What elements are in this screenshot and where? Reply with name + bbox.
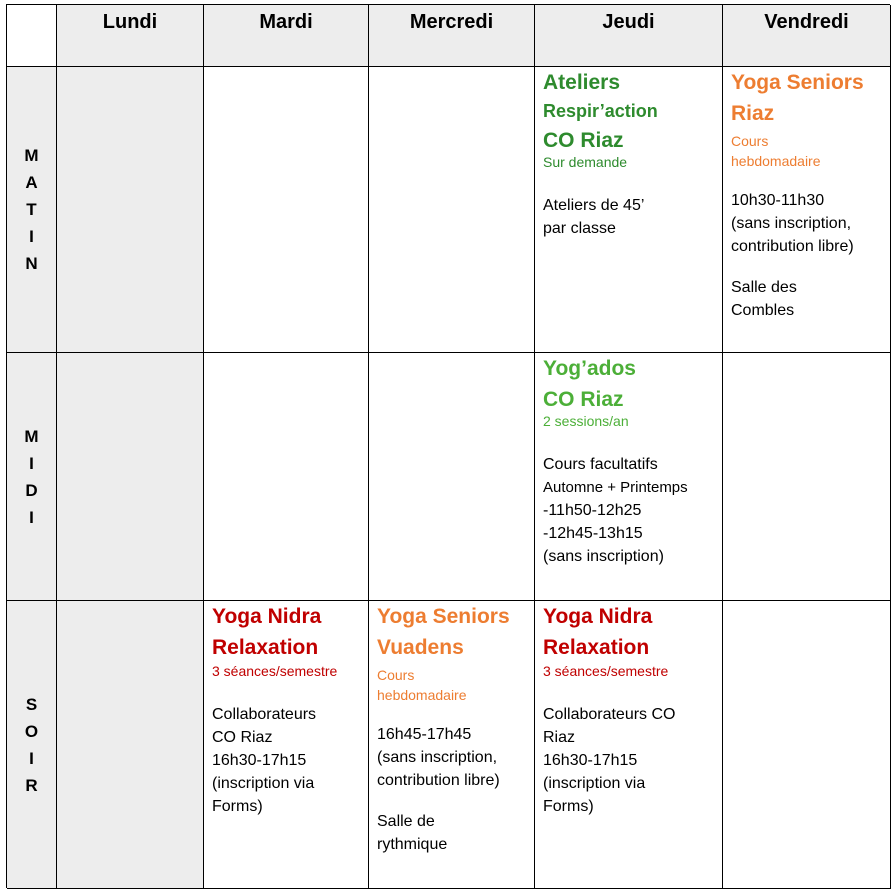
cell-midi-mardi bbox=[204, 353, 369, 601]
event-location: Combles bbox=[731, 302, 795, 319]
event-title: Yog’ados bbox=[543, 357, 636, 380]
event-detail: Collaborateurs CO bbox=[543, 706, 676, 723]
event-location: Salle des bbox=[731, 279, 797, 296]
cell-matin-lundi bbox=[57, 67, 204, 353]
cell-soir-vendredi bbox=[723, 601, 891, 889]
event-title: Yoga Seniors bbox=[731, 71, 864, 94]
event-detail: contribution libre) bbox=[731, 238, 854, 255]
period-letter: S bbox=[25, 694, 38, 714]
period-letter: I bbox=[29, 507, 34, 527]
cell-soir-lundi bbox=[57, 601, 204, 889]
cell-soir-mercredi bbox=[369, 601, 535, 889]
event-frequency: 3 séances/semestre bbox=[543, 663, 669, 679]
header-vendredi: Vendredi bbox=[723, 5, 891, 67]
event-detail: (inscription via bbox=[543, 775, 646, 792]
event-detail: Ateliers de 45’ bbox=[543, 197, 645, 214]
event-detail: Collaborateurs bbox=[212, 706, 317, 723]
event-title: Respir’action bbox=[543, 101, 658, 121]
event-detail: (sans inscription, bbox=[377, 749, 498, 766]
event-frequency: Sur demande bbox=[543, 154, 628, 170]
event-title: Riaz bbox=[731, 102, 775, 125]
cell-midi-lundi bbox=[57, 353, 204, 601]
event-detail: Forms) bbox=[543, 798, 594, 815]
period-letter: O bbox=[24, 721, 39, 741]
event-time: 16h45-17h45 bbox=[377, 726, 472, 743]
period-letter: A bbox=[25, 173, 38, 192]
event-detail: 10h30-11h30 bbox=[731, 192, 825, 209]
event-title: Relaxation bbox=[543, 636, 650, 659]
cell-matin-mercredi bbox=[369, 67, 535, 353]
header-mercredi: Mercredi bbox=[369, 5, 535, 67]
period-label-midi bbox=[7, 353, 57, 601]
period-letter: I bbox=[29, 453, 34, 473]
event-title: Vuadens bbox=[377, 636, 464, 659]
event-detail: Automne + Printemps bbox=[543, 479, 688, 496]
event-title: CO Riaz bbox=[543, 388, 624, 411]
header-lundi: Lundi bbox=[57, 5, 204, 67]
period-letter: M bbox=[24, 146, 39, 165]
event-title: Relaxation bbox=[212, 636, 319, 659]
period-letter: D bbox=[25, 480, 38, 500]
cell-soir-jeudi bbox=[535, 601, 723, 889]
event-frequency: Cours bbox=[731, 133, 769, 149]
cell-matin-jeudi bbox=[535, 67, 723, 353]
event-time: -11h50-12h25 bbox=[543, 502, 642, 519]
period-letter: R bbox=[25, 775, 38, 795]
cell-soir-mardi bbox=[204, 601, 369, 889]
event-frequency: hebdomadaire bbox=[377, 687, 467, 703]
event-detail: Cours facultatifs bbox=[543, 456, 658, 473]
event-title: Yoga Nidra bbox=[543, 605, 653, 628]
event-time: 16h30-17h15 bbox=[212, 752, 307, 769]
schedule-table bbox=[6, 4, 890, 888]
event-detail: Forms) bbox=[212, 798, 263, 815]
event-detail: Riaz bbox=[543, 729, 576, 746]
event-detail: par classe bbox=[543, 220, 616, 237]
event-location: rythmique bbox=[377, 836, 448, 853]
event-location: Salle de bbox=[377, 813, 435, 830]
event-title: Yoga Nidra bbox=[212, 605, 322, 628]
period-letter: M bbox=[24, 426, 39, 446]
event-detail: (sans inscription) bbox=[543, 548, 664, 565]
period-label-soir bbox=[7, 601, 57, 889]
event-detail: contribution libre) bbox=[377, 772, 500, 789]
period-letter: N bbox=[25, 254, 38, 273]
cell-matin-vendredi bbox=[723, 67, 891, 353]
event-detail: CO Riaz bbox=[212, 729, 273, 746]
event-detail: (inscription via bbox=[212, 775, 315, 792]
cell-midi-mercredi bbox=[369, 353, 535, 601]
corner-cell bbox=[7, 5, 57, 67]
event-frequency: Cours bbox=[377, 667, 415, 683]
event-detail: (sans inscription, bbox=[731, 215, 852, 232]
cell-matin-mardi bbox=[204, 67, 369, 353]
event-frequency: hebdomadaire bbox=[731, 153, 821, 169]
header-jeudi: Jeudi bbox=[535, 5, 723, 67]
event-time: 16h30-17h15 bbox=[543, 752, 638, 769]
period-letter: I bbox=[29, 748, 34, 768]
event-title: Yoga Seniors bbox=[377, 605, 510, 628]
period-letter: T bbox=[26, 200, 37, 219]
event-time: -12h45-13h15 bbox=[543, 525, 643, 542]
header-mardi: Mardi bbox=[204, 5, 369, 67]
event-frequency: 2 sessions/an bbox=[543, 413, 629, 429]
cell-midi-vendredi bbox=[723, 353, 891, 601]
period-letter: I bbox=[29, 227, 34, 246]
cell-midi-jeudi bbox=[535, 353, 723, 601]
event-title: Ateliers bbox=[543, 71, 621, 94]
event-title: CO Riaz bbox=[543, 129, 624, 152]
period-label-matin bbox=[7, 67, 57, 353]
event-frequency: 3 séances/semestre bbox=[212, 663, 338, 679]
